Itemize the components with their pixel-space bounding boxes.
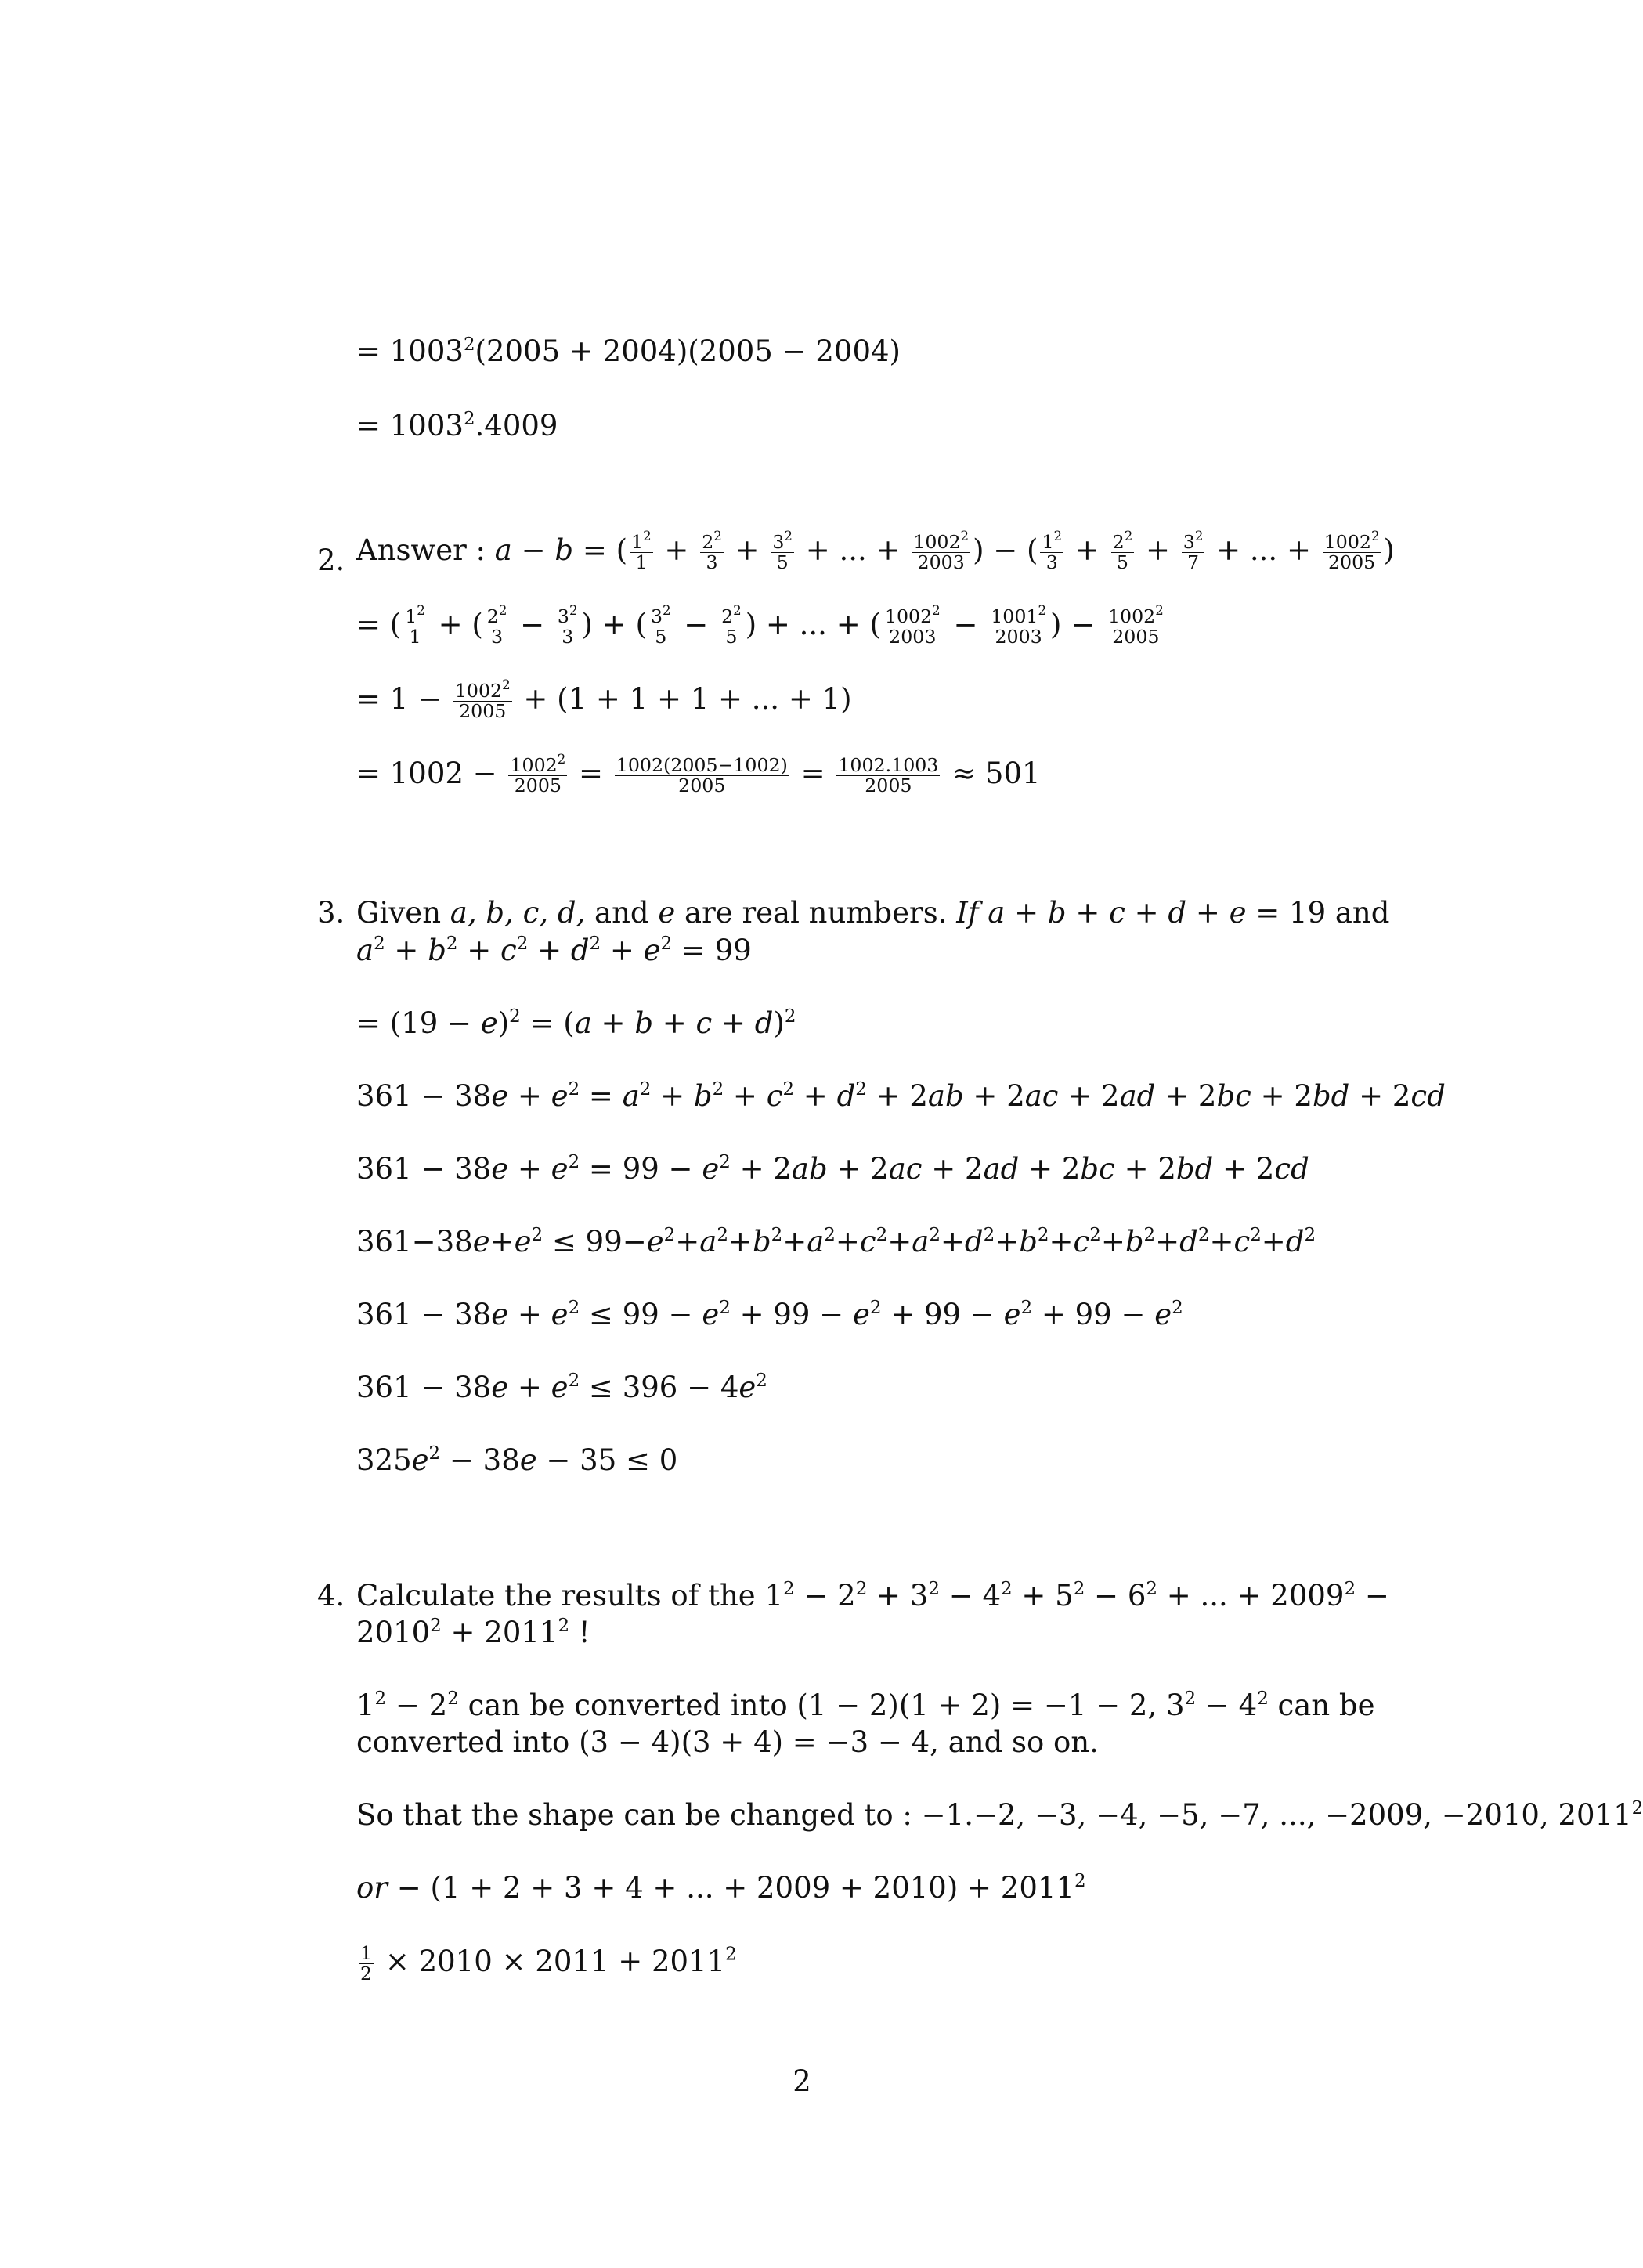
- problem-4-para-3: or − (1 + 2 + 3 + 4 + ... + $2009 + 2010) + 2011^2$: [356, 1870, 1086, 1905]
- problem-2-line-3: = 1 − $\frac{1002^2}{2005}$ + (1 + 1 + 1 + ... + 1): [356, 677, 852, 722]
- problem-2-line-4: = 1002 − $\frac{1002^2}{2005}$ = $\frac{1002(2005-1002)}{2005}$ = $\frac{1002.1003}{2005}$ ≈ 501: [356, 752, 1041, 796]
- problem-4-para-1-line-1: $1^2 - 2^2$ can be converted into (1 − 2)(1 + 2) = −1 − 2, $3^2 - 4^2$ can be: [356, 1688, 1375, 1722]
- equation-line-2: = $1003^2.4009$: [356, 408, 558, 442]
- problem-4-intro-2: $2010^2 + 2011^2$ !: [356, 1615, 590, 1649]
- page-number: 2: [793, 2064, 811, 2098]
- problem-4-number: 4.: [317, 1579, 345, 1613]
- problem-3-number: 3.: [317, 896, 345, 930]
- answer-label: Answer :: [356, 533, 486, 567]
- problem-2-eq-1: a − b = ( $\frac{1^2}{1}$ + $\frac{2^2}{3}$ + $\frac{3^2}{5}$ + ... + $\frac{1002^2}{2003}$ ) − ( $\frac{1^2}{3}$ + $\frac{2^2}{5}$ + $\frac{3^2}{7}$ + ... + $\frac{1002^2}{2005}$ ): [494, 529, 1395, 573]
- problem-2-number: 2.: [317, 544, 345, 577]
- problem-3-step-3: $361 - 38e + e^2 = 99 - e^2 + 2ab + 2ac + 2ad + 2bc + 2bd + 2cd$: [356, 1151, 1309, 1186]
- problem-2-line-1: [356, 529, 1395, 573]
- problem-3-step-4: $361-38e+e^2 \le 99-e^2+a^2+b^2+a^2+c^2+a^2+d^2+b^2+c^2+b^2+d^2+c^2+d^2$: [356, 1224, 1316, 1259]
- problem-3-intro-2: $a^2 + b^2 + c^2 + d^2 + e^2 = 99$: [356, 933, 752, 967]
- problem-3-step-5: $361 - 38e + e^2 \le 99 - e^2 + 99 - e^2 + 99 - e^2 + 99 - e^2$: [356, 1297, 1183, 1331]
- problem-4-para-4: $\frac{1}{2}$ × $2010 \times 2011 + 2011^2$: [360, 1942, 737, 1984]
- problem-3-step-2: $361 - 38e + e^2 = a^2 + b^2 + c^2 + d^2 + 2ab + 2ac + 2ad + 2bc + 2bd + 2cd$: [356, 1078, 1446, 1113]
- problem-4-para-2: So that the shape can be changed to : −1.−2, −3, −4, −5, −7, ..., −2009, −2010, 2011$^2$: [356, 1797, 1643, 1832]
- problem-3-step-6: $361 - 38e + e^2 \le 396 - 4e^2$: [356, 1370, 767, 1404]
- problem-4-para-1-line-2: converted into (3 − 4)(3 + 4) = −3 − 4, and so on.: [356, 1725, 1099, 1759]
- problem-3-step-1: = $(19 - e)^2 = (a + b + c + d)^2$: [356, 1006, 796, 1040]
- problem-3-step-7: $325e^2 - 38e - 35 \le 0$: [356, 1443, 678, 1477]
- problem-4-intro-1: Calculate the results of the $1^2 - 2^2 + 3^2 - 4^2 + 5^2 - 6^2$ + ... + $2009^2$ −: [356, 1578, 1389, 1613]
- problem-2-line-2: = ( $\frac{1^2}{1}$ + ( $\frac{2^2}{3}$ − $\frac{3^2}{3}$ ) + ( $\frac{3^2}{5}$ − $\frac{2^2}{5}$ ) + ... + ( $\frac{1002^2}{2003}$ − $\frac{1001^2}{2003}$ ) − $\frac{1002^2}{2005}$: [356, 603, 1164, 648]
- equation-line-1: = $1003^2(2005 + 2004)(2005 - 2004)$: [356, 334, 901, 368]
- problem-3-intro-1: Given a, b, c, d, and e are real numbers. If a + b + c + d + e = 19 and: [356, 896, 1390, 930]
